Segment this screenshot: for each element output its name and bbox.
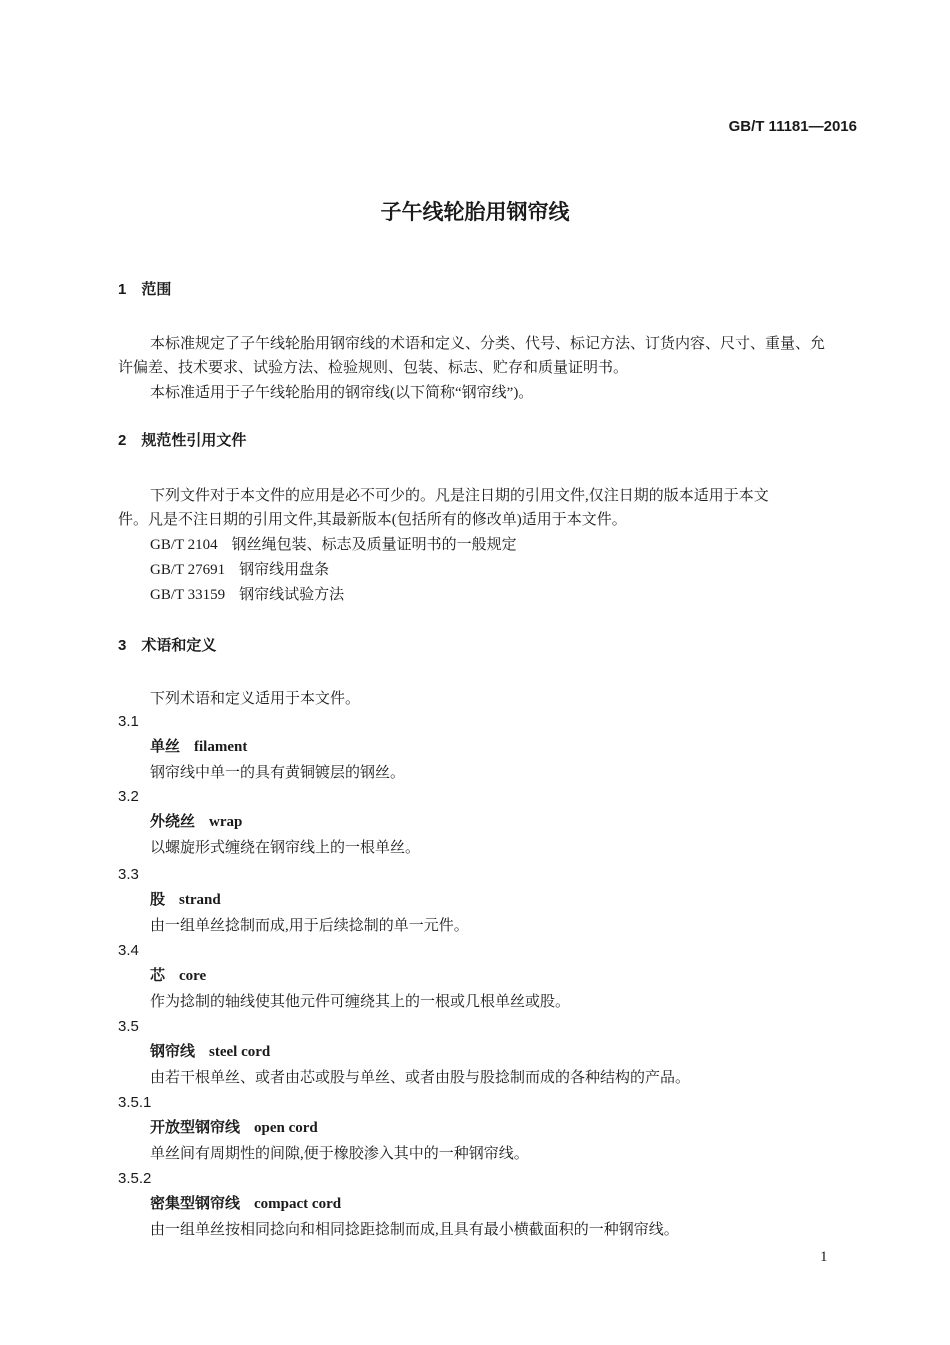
term-definition-text: 由若干根单丝、或者由芯或股与单丝、或者由股与股捻制而成的各种结构的产品。 [150, 1070, 691, 1086]
reference-title: 钢帘线试验方法 [239, 587, 345, 603]
paragraph: 下列文件对于本文件的应用是必不可少的。凡是注日期的引用文件,仅注日期的版本适用于本文 [150, 488, 769, 504]
term-number [118, 1093, 151, 1113]
term-number [118, 712, 139, 732]
reference-code: GB/T 33159 [150, 587, 226, 603]
term-name [150, 966, 206, 986]
term-number [118, 787, 139, 807]
paragraph: 许偏差、技术要求、试验方法、检验规则、包装、标志、贮存和质量证明书。 [118, 360, 629, 376]
term-definition [150, 916, 469, 936]
term-number-text: 3.5 [118, 1018, 139, 1035]
term-zh: 外绕丝 [150, 814, 196, 830]
term-zh: 钢帘线 [150, 1044, 196, 1060]
reference-item [150, 560, 329, 580]
term-number [118, 941, 139, 961]
term-number [118, 1017, 139, 1037]
term-name [150, 812, 242, 832]
page-number: 1 [820, 1249, 828, 1265]
reference-code: GB/T 2104 [150, 537, 218, 553]
term-number [118, 1169, 151, 1189]
paragraph: 件。凡是不注日期的引用文件,其最新版本(包括所有的修改单)适用于本文件。 [118, 512, 627, 528]
term-definition-text: 由一组单丝按相同捻向和相同捻距捻制而成,且具有最小横截面积的一种钢帘线。 [150, 1222, 679, 1238]
term-en: wrap [209, 814, 243, 830]
term-en: open cord [254, 1120, 318, 1136]
section-heading-terms: 3 术语和定义 [118, 637, 217, 654]
term-zh: 密集型钢帘线 [150, 1196, 241, 1212]
term-name [150, 1042, 270, 1062]
term-en: strand [179, 892, 221, 908]
term-definition [150, 1068, 690, 1088]
document-title: 子午线轮胎用钢帘线 [380, 201, 570, 224]
term-number [118, 865, 139, 885]
term-definition-text: 以螺旋形式缠绕在钢帘线上的一根单丝。 [150, 840, 421, 856]
term-en: core [179, 968, 207, 984]
term-definition [150, 1220, 679, 1240]
term-number-text: 3.1 [118, 713, 139, 730]
term-definition-text: 单丝间有周期性的间隙,便于橡胶渗入其中的一种钢帘线。 [150, 1146, 529, 1162]
term-definition-text: 钢帘线中单一的具有黄铜镀层的钢丝。 [150, 765, 406, 781]
term-definition [150, 763, 405, 783]
reference-title: 钢丝绳包装、标志及质量证明书的一般规定 [231, 537, 517, 553]
term-definition-text: 由一组单丝捻制而成,用于后续捻制的单一元件。 [150, 918, 469, 934]
term-definition [150, 992, 570, 1012]
term-name [150, 890, 221, 910]
term-number-text: 3.3 [118, 866, 139, 883]
term-en: steel cord [209, 1044, 271, 1060]
term-zh: 单丝 [150, 739, 181, 755]
reference-title: 钢帘线用盘条 [239, 562, 330, 578]
term-name [150, 737, 247, 757]
term-name [150, 1194, 341, 1214]
term-number-text: 3.5.1 [118, 1094, 152, 1111]
term-definition-text: 作为捻制的轴线使其他元件可缠绕其上的一根或几根单丝或股。 [150, 994, 571, 1010]
term-zh: 开放型钢帘线 [150, 1120, 241, 1136]
reference-item [150, 535, 517, 555]
term-en: compact cord [254, 1196, 342, 1212]
section-heading-scope: 1 范围 [118, 281, 172, 298]
term-number-text: 3.5.2 [118, 1170, 152, 1187]
paragraph: 下列术语和定义适用于本文件。 [150, 691, 361, 707]
term-zh: 芯 [150, 968, 166, 984]
term-zh: 股 [150, 892, 166, 908]
term-en: filament [194, 739, 248, 755]
reference-item [150, 585, 344, 605]
reference-code: GB/T 27691 [150, 562, 226, 578]
term-name [150, 1118, 318, 1138]
paragraph: 本标准适用于子午线轮胎用的钢帘线(以下简称“钢帘线”)。 [150, 385, 534, 401]
section-heading-normative-references: 2 规范性引用文件 [118, 432, 247, 449]
paragraph: 本标准规定了子午线轮胎用钢帘线的术语和定义、分类、代号、标记方法、订货内容、尺寸、重量、允 [150, 336, 826, 352]
standard-number: GB/T 11181—2016 [728, 118, 857, 135]
term-definition [150, 1144, 529, 1164]
term-number-text: 3.4 [118, 942, 139, 959]
term-number-text: 3.2 [118, 788, 139, 805]
term-definition [150, 838, 420, 858]
